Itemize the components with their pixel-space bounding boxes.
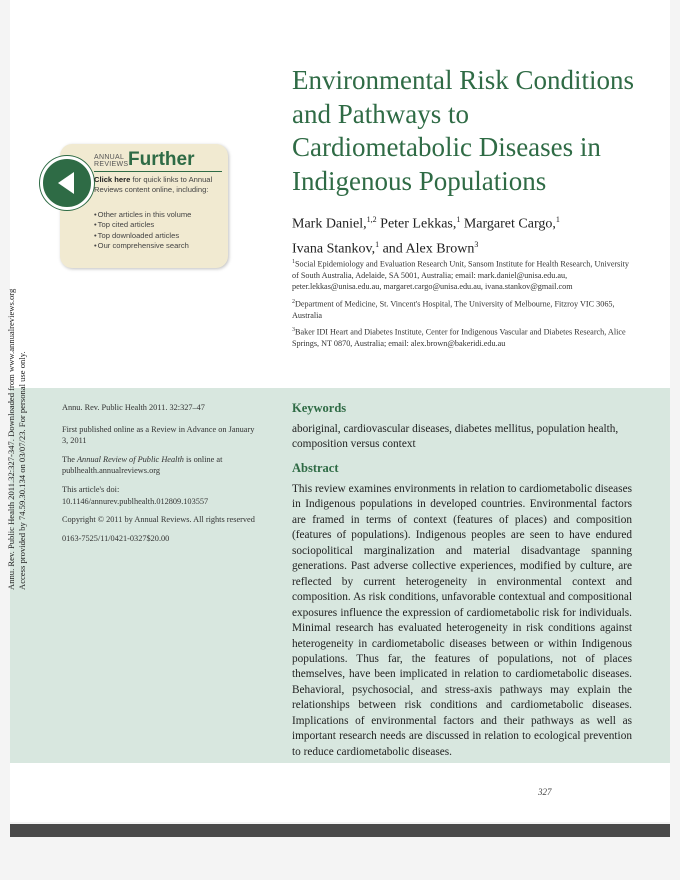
- side-download-notice: [4, 230, 38, 590]
- further-item-top-downloaded: • Top downloaded articles: [94, 231, 224, 241]
- further-item-search: • Our comprehensive search: [94, 241, 224, 251]
- keywords-heading: Keywords: [292, 401, 347, 415]
- further-list: [94, 210, 224, 251]
- issn-code: 0163-7525/11/0421-0327$20.00: [62, 533, 170, 543]
- copyright: Copyright © 2011 by Annual Reviews. All rights reserved: [62, 515, 255, 525]
- further-intro: Click here for quick links to Annual Reviews content online, including:: [94, 175, 213, 195]
- article-title: Environmental Risk Conditions and Pathways to Cardiometabolic Diseases in Indigenous Populations: [292, 65, 634, 196]
- annual-reviews-brand: ANNUAL REVIEWS: [94, 154, 129, 168]
- further-item-other-articles: • Other articles in this volume: [94, 210, 224, 220]
- further-box[interactable]: [40, 144, 228, 268]
- first-published: First published online as a Review in Advance on January 3, 2011: [62, 424, 255, 446]
- article-metadata: [62, 402, 257, 551]
- side-notice-line-2: Access provided by 74.59.30.134 on 03/07/23. For personal use only.: [17, 351, 27, 590]
- author-name: Ivana Stankov,: [292, 241, 376, 257]
- author-name: Margaret Cargo,: [463, 216, 556, 232]
- author-name: Mark Daniel,: [292, 216, 367, 232]
- affiliation: $^2$Department of Medicine, St. Vincent's Hospital, The University of Melbourne, Fitzroy VIC 3065, Australia: [292, 298, 615, 320]
- author-list: Mark Daniel,$^{1,2}$ Peter Lekkas,$^1$ Margaret Cargo,$^1$ Ivana Stankov,$^1$ and Alex Brown$^3$: [292, 215, 560, 257]
- click-here-link[interactable]: Click here: [94, 175, 131, 184]
- further-item-top-cited: • Top cited articles: [94, 220, 224, 230]
- affiliation: $^3$Baker IDI Heart and Diabetes Institute, Center for Indigenous Vascular and Diabetes Research, Alice Springs, NT 0870, Australia; email: alex.brown@bakeridi.edu.au: [292, 326, 626, 348]
- further-rule: [94, 171, 222, 172]
- affiliations: [292, 257, 632, 353]
- doi: This article's doi: 10.1146/annurev.publhealth.012809.103557: [62, 484, 209, 506]
- author-name: Peter Lekkas,: [380, 216, 457, 232]
- keywords-text: aboriginal, cardiovascular diseases, diabetes mellitus, population health, composition versus context: [292, 423, 619, 451]
- affiliation: $^1$Social Epidemiology and Evaluation Research Unit, Sansom Institute for Health Research, University of South Australia, Adelaide, SA 5001, Australia; email: mark.daniel@unisa.edu.au, peter.lekkas@unisa.edu.au, margaret.cargo@unisa.edu.au, ivana.stankov@gmail.com: [292, 259, 630, 292]
- abstract-text: This review examines environments in relation to cardiometabolic diseases in Indigenous populations in developed countries. Environmental factors are framed in terms of context (features of places) and composition (features of populations). Indigenous peoples are seen to have endured sociopolitical marginalization and material disadvantage spanning generations. Past adverse collective experiences, modified by culture, are reflected by current heterogeneity in environmental context and composition. As risk conditions, unfavorable contextual and compositional exposures influence the expression of cardiometabolic risk for individuals. Minimal research has evaluated heterogeneity in risk conditions against heterogeneity in cardiometabolic diseases between or within Indigenous populations. Thus far, the features of populations, not of places themselves, have been implicated in relation to cardiometabolic diseases. Behavioral, psychosocial, and stress-axis pathways may explain the relationships between risk conditions and cardiometabolic diseases. Implications of environmental factors and their pathways as well as important research needs are discussed in relation to ecological prevention to reduce cardiometabolic diseases.: [292, 483, 632, 758]
- viewer-bottom-bar: [10, 824, 670, 837]
- citation: Annu. Rev. Public Health 2011. 32:327–47: [62, 403, 205, 412]
- abstract-heading: Abstract: [292, 461, 339, 475]
- author-name: Alex Brown: [405, 241, 475, 257]
- play-arrow-icon[interactable]: [40, 156, 94, 210]
- online-notice: The Annual Review of Public Health is online at publhealth.annualreviews.org: [62, 454, 223, 476]
- page-number: 327: [538, 787, 552, 797]
- further-word: Further: [128, 149, 195, 170]
- side-notice-line-1: Annu. Rev. Public Health 2011.32:327-347. Downloaded from www.annualreviews.org: [6, 288, 16, 590]
